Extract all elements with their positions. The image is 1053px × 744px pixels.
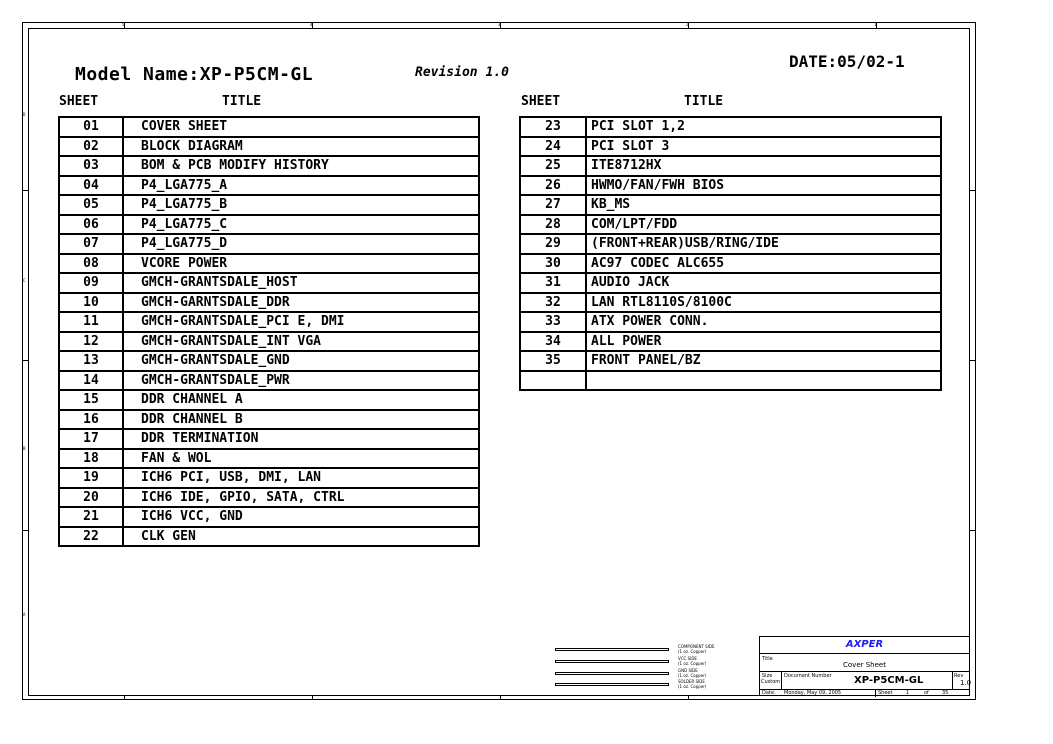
sheet-number: 33 (520, 312, 586, 332)
title-column-header: TITLE (684, 94, 724, 109)
zone-tick (500, 696, 501, 700)
of-label: of (924, 690, 929, 696)
title-label: Title (762, 656, 773, 662)
layer-bar (555, 648, 669, 651)
sheet-title: P4_LGA775_A (123, 176, 479, 196)
sheet-title: ICH6 PCI, USB, DMI, LAN (123, 468, 479, 488)
zone-tick (22, 190, 28, 191)
zone-number: 1 (874, 22, 877, 27)
sheet-index-table-right (519, 116, 942, 391)
zone-number: 5 (122, 22, 125, 27)
sheet-row (59, 117, 479, 137)
sheet-number: 1 (906, 690, 910, 696)
sheet-title: Cover Sheet (843, 661, 886, 669)
sheet-title: AC97 CODEC ALC655 (586, 254, 941, 274)
sheet-number: 22 (59, 527, 123, 547)
zone-tick (970, 190, 976, 191)
document-number: XP-P5CM-GL (854, 675, 924, 686)
zone-number: 4 (310, 22, 313, 27)
sheet-row (59, 449, 479, 469)
zone-tick (970, 360, 976, 361)
sheet-title: GMCH-GRANTSDALE_HOST (123, 273, 479, 293)
document-number-label: Document Number (784, 673, 832, 679)
sheet-row (520, 234, 941, 254)
sheet-number: 29 (520, 234, 586, 254)
sheet-title: P4_LGA775_B (123, 195, 479, 215)
sheet-title: ATX POWER CONN. (586, 312, 941, 332)
sheet-row (59, 176, 479, 196)
sheet-title: GMCH-GRANTSDALE_GND (123, 351, 479, 371)
sheet-row (59, 390, 479, 410)
sheet-number: 34 (520, 332, 586, 352)
sheet-row (59, 527, 479, 547)
sheet-title: PCI SLOT 3 (586, 137, 941, 157)
sheet-number: 08 (59, 254, 123, 274)
sheet-title: ICH6 VCC, GND (123, 507, 479, 527)
model-name: Model Name:XP-P5CM-GL (75, 64, 314, 85)
divider (760, 671, 969, 672)
sheet-index-table-left (58, 116, 480, 547)
layer-label: GND SIDE (1 oz. Copper) (678, 668, 707, 678)
sheet-title: DDR CHANNEL B (123, 410, 479, 430)
sheet-row (59, 273, 479, 293)
zone-tick (312, 696, 313, 700)
sheet-title: DDR TERMINATION (123, 429, 479, 449)
sheet-number: 04 (59, 176, 123, 196)
sheet-column-header: SHEET (59, 94, 99, 109)
layer-bar (555, 683, 669, 686)
divider (781, 671, 782, 689)
sheet-label: Sheet (878, 690, 893, 696)
sheet-row (59, 371, 479, 391)
sheet-number: 03 (59, 156, 123, 176)
total-sheets: 35 (942, 690, 949, 696)
sheet-row (520, 312, 941, 332)
layer-bar (555, 660, 669, 663)
sheet-number: 13 (59, 351, 123, 371)
revision-label: Revision 1.0 (415, 65, 509, 80)
layer-label: COMPONENT SIDE (1 oz. Copper) (678, 644, 715, 654)
sheet-title: HWMO/FAN/FWH BIOS (586, 176, 941, 196)
sheet-number: 17 (59, 429, 123, 449)
rev-value: 1.0 (960, 679, 972, 687)
sheet-number: 25 (520, 156, 586, 176)
zone-tick (124, 696, 125, 700)
sheet-title: BLOCK DIAGRAM (123, 137, 479, 157)
sheet-row (520, 117, 941, 137)
sheet-row (59, 507, 479, 527)
title-column-header: TITLE (222, 94, 262, 109)
sheet-number: 30 (520, 254, 586, 274)
sheet-number: 09 (59, 273, 123, 293)
zone-letter: D (23, 112, 26, 117)
sheet-title: AUDIO JACK (586, 273, 941, 293)
zone-tick (688, 696, 689, 700)
sheet-row (520, 273, 941, 293)
sheet-title: ICH6 IDE, GPIO, SATA, CTRL (123, 488, 479, 508)
sheet-title: DDR CHANNEL A (123, 390, 479, 410)
sheet-number: 05 (59, 195, 123, 215)
sheet-number: 10 (59, 293, 123, 313)
company-name: AXPER (760, 637, 969, 654)
sheet-number: 24 (520, 137, 586, 157)
sheet-row (520, 293, 941, 313)
sheet-title: GMCH-GRANTSDALE_INT VGA (123, 332, 479, 352)
sheet-column-header: SHEET (521, 94, 561, 109)
size-value: Custom (761, 679, 781, 685)
sheet-row (520, 371, 941, 391)
sheet-row (59, 468, 479, 488)
sheet-row (520, 195, 941, 215)
sheet-title: BOM & PCB MODIFY HISTORY (123, 156, 479, 176)
title-block (759, 636, 970, 696)
sheet-row (59, 488, 479, 508)
sheet-number: 18 (59, 449, 123, 469)
zone-number: 2 (686, 22, 689, 27)
sheet-title: ALL POWER (586, 332, 941, 352)
layer-label: VCC SIDE (1 oz. Copper) (678, 656, 707, 666)
sheet-title: P4_LGA775_C (123, 215, 479, 235)
sheet-number: 11 (59, 312, 123, 332)
sheet-number: 26 (520, 176, 586, 196)
divider (875, 689, 876, 697)
sheet-title: PCI SLOT 1,2 (586, 117, 941, 137)
sheet-row (520, 156, 941, 176)
sheet-row (59, 293, 479, 313)
zone-tick (970, 530, 976, 531)
sheet-row (59, 234, 479, 254)
zone-letter: B (23, 446, 26, 451)
zone-tick (22, 530, 28, 531)
sheet-title: COVER SHEET (123, 117, 479, 137)
sheet-row (520, 176, 941, 196)
sheet-row (520, 254, 941, 274)
sheet-number: 31 (520, 273, 586, 293)
sheet-number: 19 (59, 468, 123, 488)
layer-label: SOLDER SIDE (1 oz. Copper) (678, 679, 707, 689)
sheet-title: VCORE POWER (123, 254, 479, 274)
zone-number: 3 (498, 22, 501, 27)
sheet-number: 35 (520, 351, 586, 371)
sheet-title: FAN & WOL (123, 449, 479, 469)
sheet-number: 28 (520, 215, 586, 235)
zone-letter: C (23, 278, 26, 283)
sheet-number: 12 (59, 332, 123, 352)
sheet-row (59, 156, 479, 176)
sheet-number: 27 (520, 195, 586, 215)
sheet-title: COM/LPT/FDD (586, 215, 941, 235)
size-label: Size (762, 673, 773, 679)
sheet-title: KB_MS (586, 195, 941, 215)
sheet-row (59, 254, 479, 274)
layer-bar (555, 672, 669, 675)
sheet-title: (FRONT+REAR)USB/RING/IDE (586, 234, 941, 254)
rev-label: Rev (954, 673, 964, 679)
zone-tick (22, 360, 28, 361)
sheet-number (520, 371, 586, 391)
sheet-number: 01 (59, 117, 123, 137)
sheet-number: 14 (59, 371, 123, 391)
sheet-row (59, 312, 479, 332)
date-label: DATE:05/02-1 (789, 52, 905, 71)
sheet-title: GMCH-GARNTSDALE_DDR (123, 293, 479, 313)
sheet-row (59, 410, 479, 430)
sheet-title: GMCH-GRANTSDALE_PWR (123, 371, 479, 391)
sheet-row (59, 195, 479, 215)
date-label: Date: (762, 690, 776, 696)
zone-letter: A (23, 612, 26, 617)
date-value: Monday, May 09, 2005 (784, 690, 842, 696)
sheet-row (520, 137, 941, 157)
sheet-number: 07 (59, 234, 123, 254)
sheet-title: FRONT PANEL/BZ (586, 351, 941, 371)
sheet-row (59, 429, 479, 449)
sheet-title: P4_LGA775_D (123, 234, 479, 254)
sheet-number: 16 (59, 410, 123, 430)
sheet-title: CLK GEN (123, 527, 479, 547)
divider (952, 671, 953, 689)
sheet-row (520, 332, 941, 352)
sheet-title: GMCH-GRANTSDALE_PCI E, DMI (123, 312, 479, 332)
sheet-title: ITE8712HX (586, 156, 941, 176)
sheet-row (59, 332, 479, 352)
sheet-row (59, 137, 479, 157)
sheet-number: 20 (59, 488, 123, 508)
sheet-row (520, 351, 941, 371)
sheet-number: 06 (59, 215, 123, 235)
sheet-row (59, 215, 479, 235)
sheet-number: 23 (520, 117, 586, 137)
sheet-number: 02 (59, 137, 123, 157)
sheet-number: 21 (59, 507, 123, 527)
sheet-number: 15 (59, 390, 123, 410)
sheet-title: LAN RTL8110S/8100C (586, 293, 941, 313)
sheet-number: 32 (520, 293, 586, 313)
sheet-row (59, 351, 479, 371)
sheet-title (586, 371, 941, 391)
sheet-row (520, 215, 941, 235)
